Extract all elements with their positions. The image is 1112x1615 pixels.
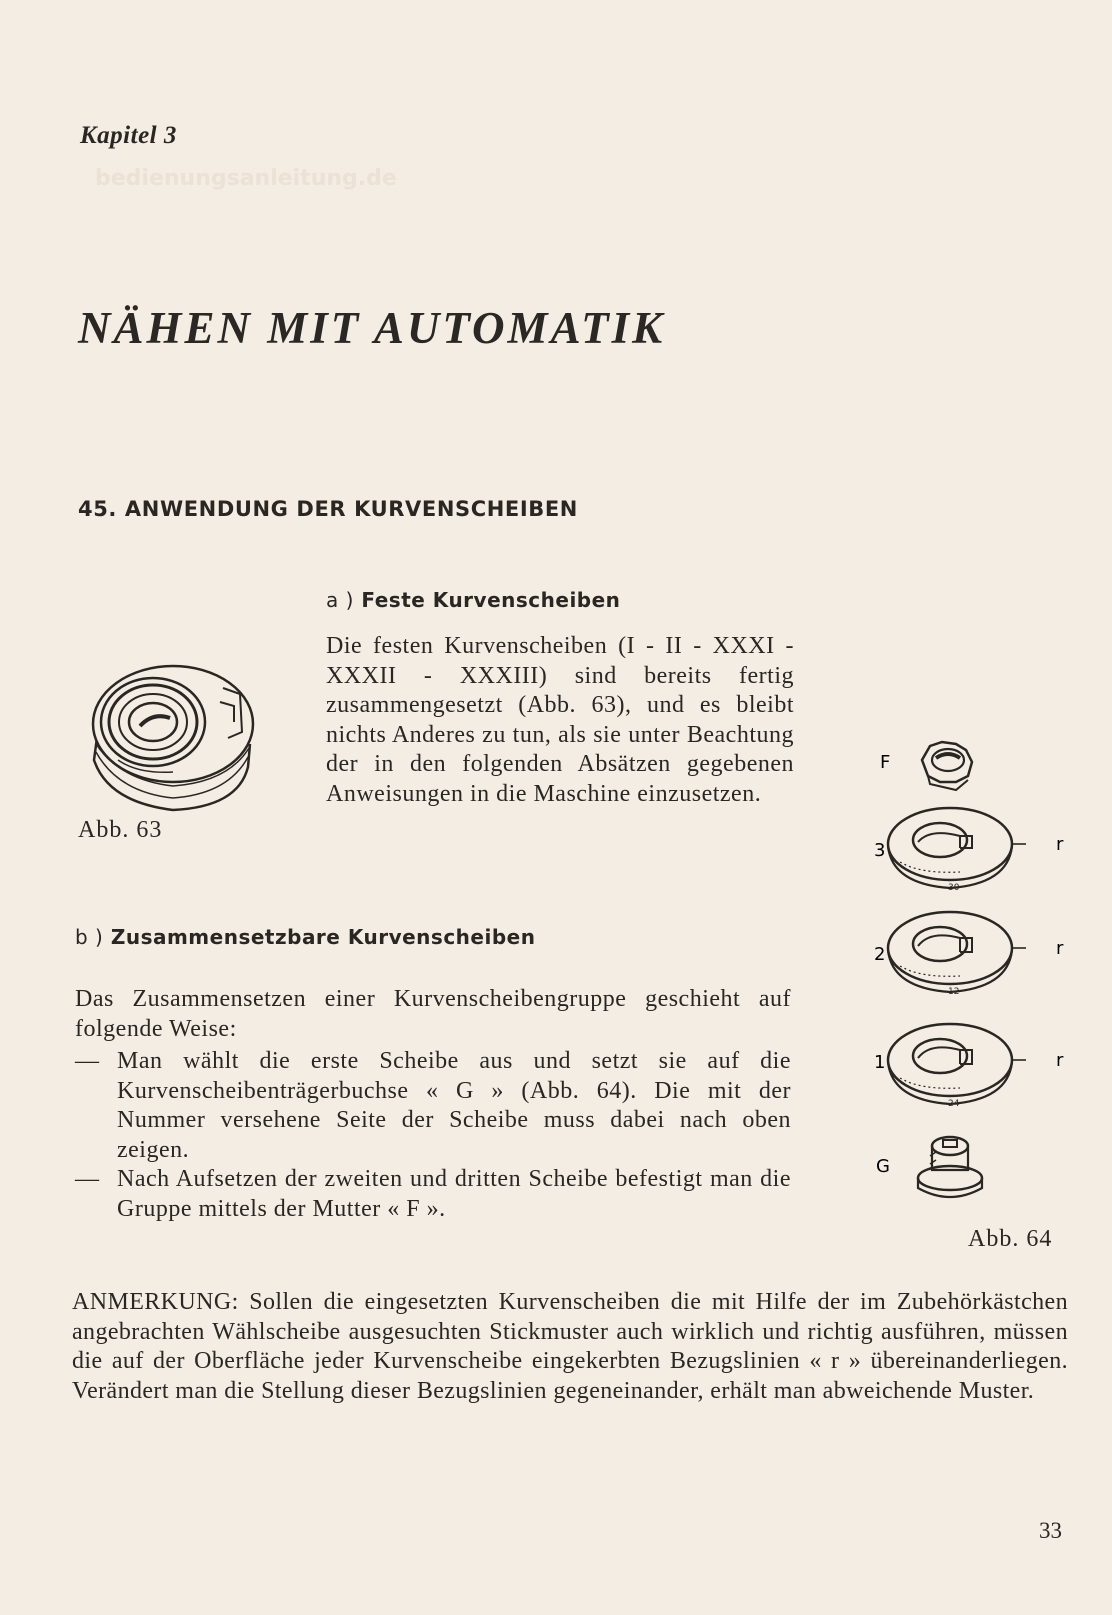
figure-63-caption: Abb. 63 — [78, 817, 163, 843]
paragraph-b: Das Zusammensetzen einer Kurvenscheibengruppe geschieht auf folgende Weise: — [75, 986, 791, 1042]
page-number: 33 — [1039, 1518, 1062, 1543]
disc-number-30: 30 — [948, 883, 960, 893]
instruction-list — [75, 1047, 791, 1224]
paragraph-a: Die festen Kurvenscheiben (I - II - XXXI - XXXII - XXXIII) sind bereits fertig zusammengesetzt (Abb. 63), und es bleibt nichts Anderes zu tun, als sie unter Beachtung der in den folgenden Absätzen gegebenen Anweisungen in die Maschine einzusetzen. — [326, 633, 794, 807]
subsection-b-label: b ) — [75, 925, 104, 949]
subsection-a-label: a ) — [326, 588, 354, 612]
list-dash: — — [75, 1166, 100, 1192]
label-disc-1: 1 — [874, 1052, 886, 1073]
subsection-a-heading — [326, 588, 620, 612]
label-r: r — [1056, 1050, 1064, 1071]
cam-disc-2-drawing — [888, 912, 1026, 992]
chapter-heading: Kapitel 3 — [80, 122, 177, 149]
label-g: G — [876, 1156, 890, 1177]
list-dash: — — [75, 1048, 100, 1074]
nut-f-drawing — [922, 742, 972, 790]
cam-disc-1-drawing — [888, 1024, 1026, 1104]
disc-number-12: 12 — [948, 987, 960, 997]
figure-64-caption: Abb. 64 — [968, 1226, 1053, 1252]
list-item — [75, 1165, 791, 1224]
cam-disc-figure-63 — [78, 652, 268, 822]
disc-number-24: 24 — [948, 1099, 960, 1109]
list-item — [75, 1047, 791, 1165]
list-item-text: Man wählt die erste Scheibe aus und setzt sie auf die Kurvenscheibenträgerbuchse « G » (Abb. 64). Die mit der Nummer versehene Seite der Scheibe muss dabei nach oben zeigen. — [117, 1048, 791, 1163]
subsection-a-title: Feste Kurvenscheiben — [361, 588, 621, 612]
section-heading: 45. ANWENDUNG DER KURVENSCHEIBEN — [78, 497, 578, 521]
watermark-text: bedienungsanleitung.de — [95, 166, 397, 191]
bushing-g-drawing — [918, 1137, 982, 1197]
label-f: F — [880, 752, 891, 773]
note-paragraph: ANMERKUNG: Sollen die eingesetzten Kurvenscheiben die mit Hilfe der im Zubehörkästchen angebrachten Wählscheibe ausgesuchten Stickmuster auch wirklich und richtig ausführen, müssen die auf der Oberfläche jeder Kurvenscheibe eingekerbten Bezugslinien « r » übereinanderliegen. Verändert man die Stellung dieser Bezugslinien gegeneinander, erhält man abweichende Muster. — [72, 1289, 1068, 1404]
label-r: r — [1056, 938, 1064, 959]
label-disc-3: 3 — [874, 840, 886, 861]
page-title: NÄHEN MIT AUTOMATIK — [78, 303, 666, 353]
cam-disc-3-drawing — [888, 808, 1026, 888]
subsection-b-heading — [75, 925, 535, 949]
subsection-b-title: Zusammensetzbare Kurvenscheiben — [110, 925, 536, 949]
label-r: r — [1056, 834, 1064, 855]
label-disc-2: 2 — [874, 944, 886, 965]
cam-assembly-figure-64 — [860, 732, 1080, 1212]
list-item-text: Nach Aufsetzen der zweiten und dritten Scheibe befestigt man die Gruppe mittels der Mutter « F ». — [117, 1166, 791, 1222]
